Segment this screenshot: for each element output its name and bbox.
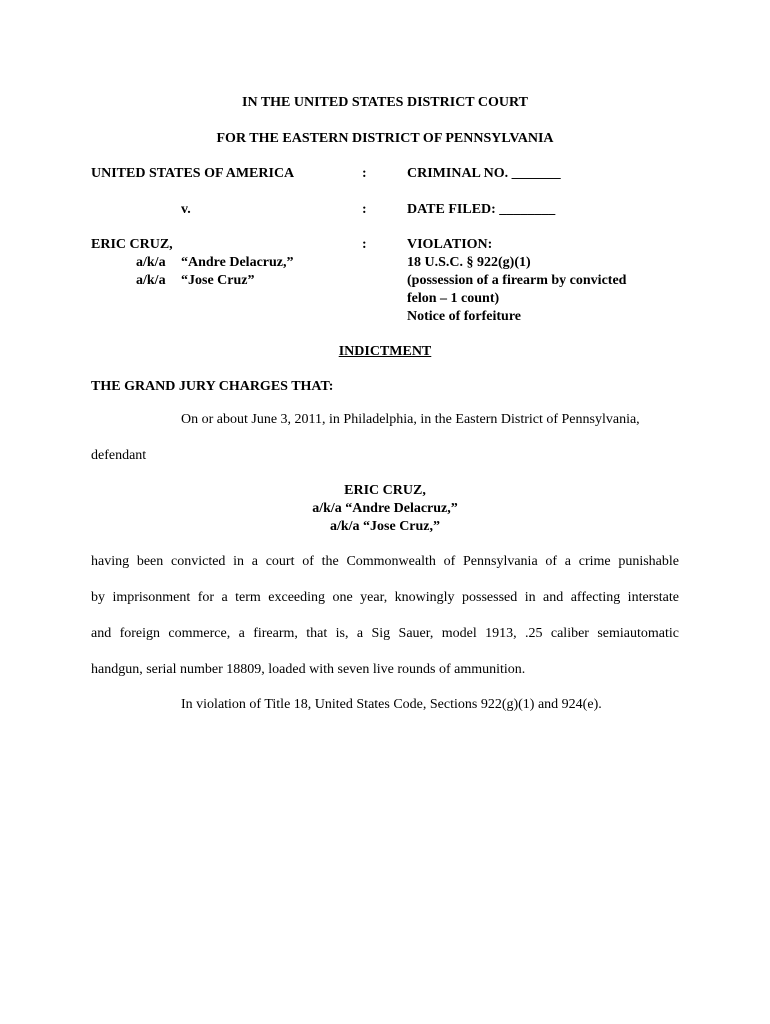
indictment-heading: INDICTMENT [338,344,432,359]
defendant-alias-block: a/k/a “Andre Delacruz,” [312,501,458,516]
date-filed: DATE FILED: ________ [407,202,556,217]
grand-jury-charges: THE GRAND JURY CHARGES THAT: [91,379,334,394]
alias: “Andre Delacruz,” [181,255,294,270]
paragraph-line: by imprisonment for a term exceeding one year, knowingly possessed in and affecting interstate [91,590,679,605]
defendant-name-block: ERIC CRUZ, [344,483,426,498]
violation-statute: 18 U.S.C. § 922(g)(1) [407,255,531,270]
court-district: FOR THE EASTERN DISTRICT OF PENNSYLVANIA [216,131,554,146]
paragraph-line: and foreign commerce, a firearm, that is, a Sig Sauer, model 1913, .25 caliber semiautomatic [91,626,679,641]
versus: v. [181,202,191,217]
paragraph-text: defendant [91,448,147,463]
paragraph-text: In violation of Title 18, United States Code, Sections 922(g)(1) and 924(e). [181,697,602,712]
caption-colon: : [362,237,367,252]
violation-description: (possession of a firearm by convicted [407,273,627,288]
caption-colon: : [362,202,367,217]
paragraph-line: having been convicted in a court of the Commonwealth of Pennsylvania of a crime punishable [91,554,679,569]
criminal-number: CRIMINAL NO. _______ [407,166,561,181]
paragraph-line: handgun, serial number 18809, loaded with seven live rounds of ammunition. [91,662,526,677]
aka-label: a/k/a [136,273,166,288]
aka-label: a/k/a [136,255,166,270]
violation-description: felon – 1 count) [407,291,500,306]
plaintiff-name: UNITED STATES OF AMERICA [91,166,295,181]
court-title: IN THE UNITED STATES DISTRICT COURT [242,95,528,110]
violation-label: VIOLATION: [407,237,493,252]
defendant-name: ERIC CRUZ, [91,237,173,252]
forfeiture-notice: Notice of forfeiture [407,309,522,324]
defendant-alias-block: a/k/a “Jose Cruz,” [329,519,441,534]
caption-colon: : [362,166,367,181]
paragraph-text: On or about June 3, 2011, in Philadelphia, in the Eastern District of Pennsylvania, [181,412,640,427]
alias: “Jose Cruz” [181,273,255,288]
